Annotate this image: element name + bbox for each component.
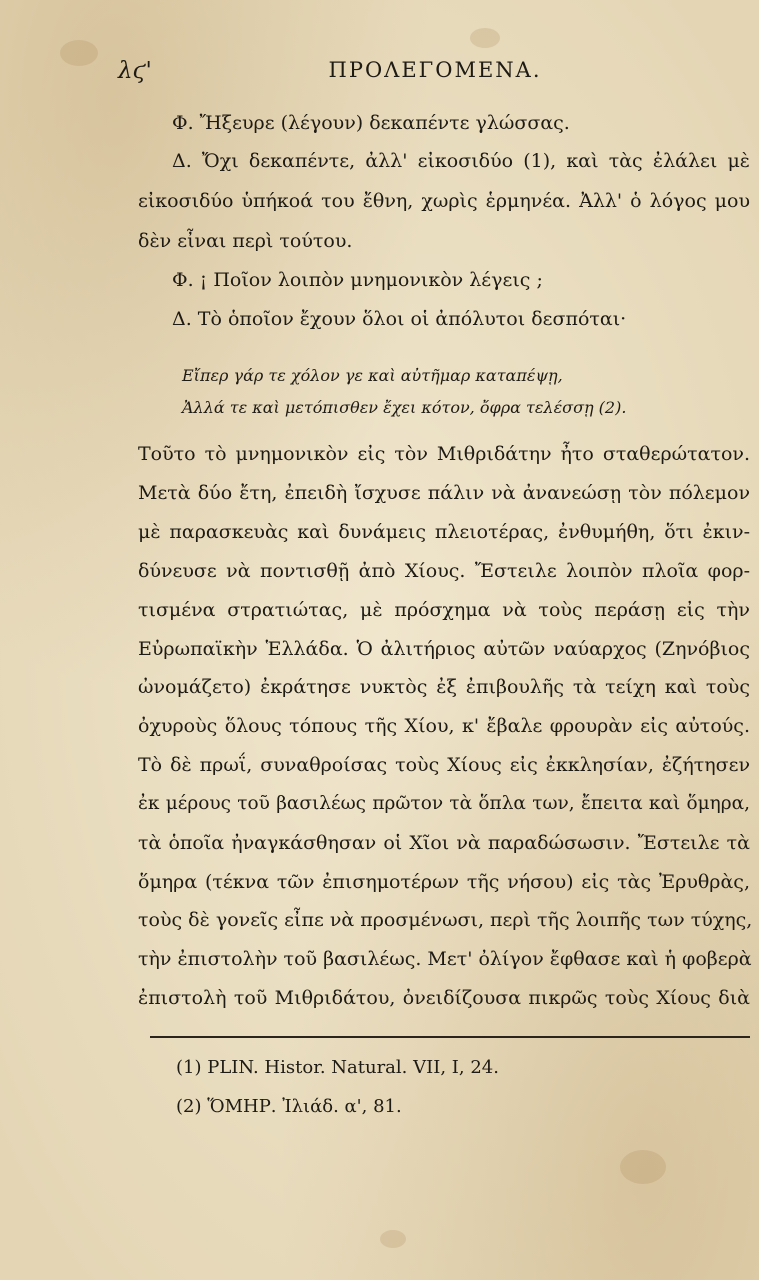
page-header xyxy=(118,58,752,92)
body-line: Τὸ δὲ πρωΐ, συναθροίσας τοὺς Χίους εἰς ἐκκλησίαν, ἐζήτησεν xyxy=(138,754,750,776)
body-line: τισμένα στρατιώτας, μὲ πρόσχημα νὰ τοὺς περάσῃ εἰς τὴν xyxy=(138,599,750,621)
dialogue-line: Δ. Ὄχι δεκαπέντε, ἀλλ' εἰκοσιδύο (1), καὶ τὰς ἐλάλει μὲ xyxy=(172,150,750,172)
quote-line: Ἀλλά τε καὶ μετόπισθεν ἔχει κότον, ὄφρα τελέσσῃ (2). xyxy=(182,398,627,417)
dialogue-line: Δ. Τὸ ὁποῖον ἔχουν ὅλοι οἱ ἀπόλυτοι δεσπόται· xyxy=(172,308,627,330)
body-line: ὀχυροὺς ὅλους τόπους τῆς Χίου, κ' ἔβαλε φρουρὰν εἰς αὐτούς. xyxy=(138,715,750,737)
body-line: τοὺς δὲ γονεῖς εἶπε νὰ προσμένωσι, περὶ τῆς λοιπῆς των τύχης, xyxy=(138,909,753,931)
quote-line: Εἴπερ γάρ τε χόλον γε καὶ αὐτῆμαρ καταπέψῃ, xyxy=(182,366,563,385)
dialogue-line: Φ. ¡ Ποῖον λοιπὸν μνημονικὸν λέγεις ; xyxy=(172,269,543,291)
page-number: λϛ' xyxy=(118,58,152,84)
body-line: τὰ ὁποῖα ἠναγκάσθησαν οἱ Χῖοι νὰ παραδώσωσιν. Ἔστειλε τὰ xyxy=(138,832,750,854)
body-line: ὅμηρα (τέκνα τῶν ἐπισημοτέρων τῆς νήσου) εἰς τὰς Ἐρυθρὰς, xyxy=(138,871,750,893)
footnote: (2) ὍΜΗΡ. Ἰλιάδ. α', 81. xyxy=(176,1096,402,1117)
body-line: δύνευσε νὰ ποντισθῇ ἀπὸ Χίους. Ἔστειλε λοιπὸν πλοῖα φορ- xyxy=(138,560,750,582)
paper-stain xyxy=(470,28,500,48)
paper-stain xyxy=(60,40,98,66)
body-line: ἐπιστολὴ τοῦ Μιθριδάτου, ὀνειδίζουσα πικρῶς τοὺς Χίους διὰ xyxy=(138,987,750,1009)
footnote-rule xyxy=(150,1036,750,1038)
running-title: ΠΡΟΛΕΓΟΜΕΝΑ. xyxy=(328,58,542,82)
dialogue-line: Φ. Ἤξευρε (λέγουν) δεκαπέντε γλώσσας. xyxy=(172,112,570,134)
paper-stain xyxy=(620,1150,666,1184)
footnote: (1) PLIN. Histor. Natural. VII, I, 24. xyxy=(176,1057,499,1078)
body-line: Μετὰ δύο ἔτη, ἐπειδὴ ἴσχυσε πάλιν νὰ ἀνανεώσῃ τὸν πόλεμον xyxy=(138,482,750,504)
body-line: ὠνομάζετο) ἐκράτησε νυκτὸς ἐξ ἐπιβουλῆς τὰ τείχη καὶ τοὺς xyxy=(138,676,750,698)
body-line: τὴν ἐπιστολὴν τοῦ βασιλέως. Μετ' ὀλίγον ἔφθασε καὶ ἡ φοβερὰ xyxy=(138,948,752,970)
paper-stain xyxy=(380,1230,406,1248)
body-line: Εὐρωπαϊκὴν Ἑλλάδα. Ὁ ἀλιτήριος αὐτῶν ναύαρχος (Ζηνόβιος xyxy=(138,638,750,660)
dialogue-line: εἰκοσιδύο ὑπήκοά του ἔθνη, χωρὶς ἑρμηνέα. Ἀλλ' ὁ λόγος μου xyxy=(138,190,750,212)
body-line: μὲ παρασκευὰς καὶ δυνάμεις πλειοτέρας, ἐνθυμήθη, ὅτι ἐκιν- xyxy=(138,521,750,543)
dialogue-line: δὲν εἶναι περὶ τούτου. xyxy=(138,230,353,252)
body-line: Τοῦτο τὸ μνημονικὸν εἰς τὸν Μιθριδάτην ἦτο σταθερώτατον. xyxy=(138,443,750,465)
body-line: ἐκ μέρους τοῦ βασιλέως πρῶτον τὰ ὅπλα των, ἔπειτα καὶ ὅμηρα, xyxy=(138,793,750,814)
